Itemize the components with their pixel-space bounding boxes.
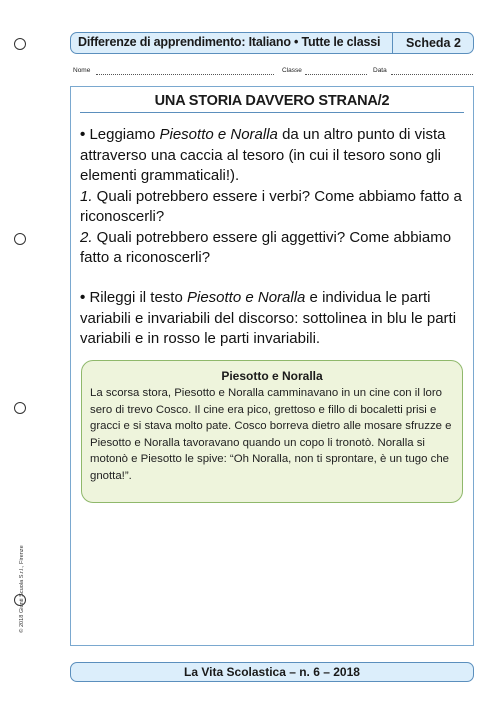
- class-label: Classe: [282, 67, 302, 74]
- header-title: Differenze di apprendimento: Italiano • Tutte le classi: [78, 35, 381, 49]
- story-text: La scorsa stora, Piesotto e Noralla camminavano in un cine con il loro sero di trevo Cosco. Il cine era pico, grettoso e fillo di bocaletti prisi e gracci e si stava molto pate. Cosco borreva dietro alle mosare sfruzze e Piesotto e Noralla tavoravano quando un copo li tronotò. Noralla si motonò e Piesotto le spive: “Oh Noralla, non ti sprontare, è un tugo che gnotta!”.: [90, 387, 452, 482]
- worksheet-number-badge: Scheda 2: [406, 36, 461, 50]
- bullet-icon: •: [80, 126, 86, 143]
- name-field-line[interactable]: [96, 74, 274, 75]
- exercise-1-text-a: Leggiamo: [89, 126, 160, 143]
- binder-hole: [14, 233, 26, 245]
- exercise-2: [80, 288, 468, 350]
- question-1-number: 1.: [80, 187, 93, 205]
- copyright-notice: © 2018 Giunti Scuola S.r.l., Firenze: [19, 545, 25, 633]
- question-2-text: Quali potrebbero essere gli aggettivi? Come abbiamo fatto a riconoscerli?: [80, 228, 452, 266]
- footer-text: La Vita Scolastica – n. 6 – 2018: [184, 665, 360, 679]
- date-field-line[interactable]: [391, 74, 473, 75]
- class-field-line[interactable]: [305, 74, 367, 75]
- exercise-1-story-title: Piesotto e Noralla: [159, 126, 278, 143]
- question-2-number: 2.: [80, 228, 93, 246]
- title-divider: [80, 112, 464, 113]
- date-label: Data: [373, 67, 387, 74]
- name-label: Nome: [73, 67, 91, 74]
- bullet-icon: •: [80, 289, 86, 306]
- exercise-2-text-a: Rileggi il testo: [89, 289, 187, 306]
- binder-hole: [14, 38, 26, 50]
- exercise-1: [80, 125, 468, 269]
- exercise-2-story-title: Piesotto e Noralla: [186, 289, 306, 306]
- story-title: Piesotto e Noralla: [221, 369, 323, 383]
- worksheet-title: UNA STORIA DAVVERO STRANA/2: [154, 93, 390, 109]
- exercise-2-text-b: e individua le parti variabili e invariabili del discorso: sottolinea in blu le parti variabili e in rosso le parti invariabili.: [80, 289, 457, 347]
- exercise-1-text-b: da un altro punto di vista attraverso una caccia al tesoro (in cui il tesoro sono gli elementi grammaticali!).: [80, 126, 446, 184]
- binder-hole: [14, 402, 26, 414]
- question-1-text: Quali potrebbero essere i verbi? Come abbiamo fatto a riconoscerli?: [80, 187, 462, 225]
